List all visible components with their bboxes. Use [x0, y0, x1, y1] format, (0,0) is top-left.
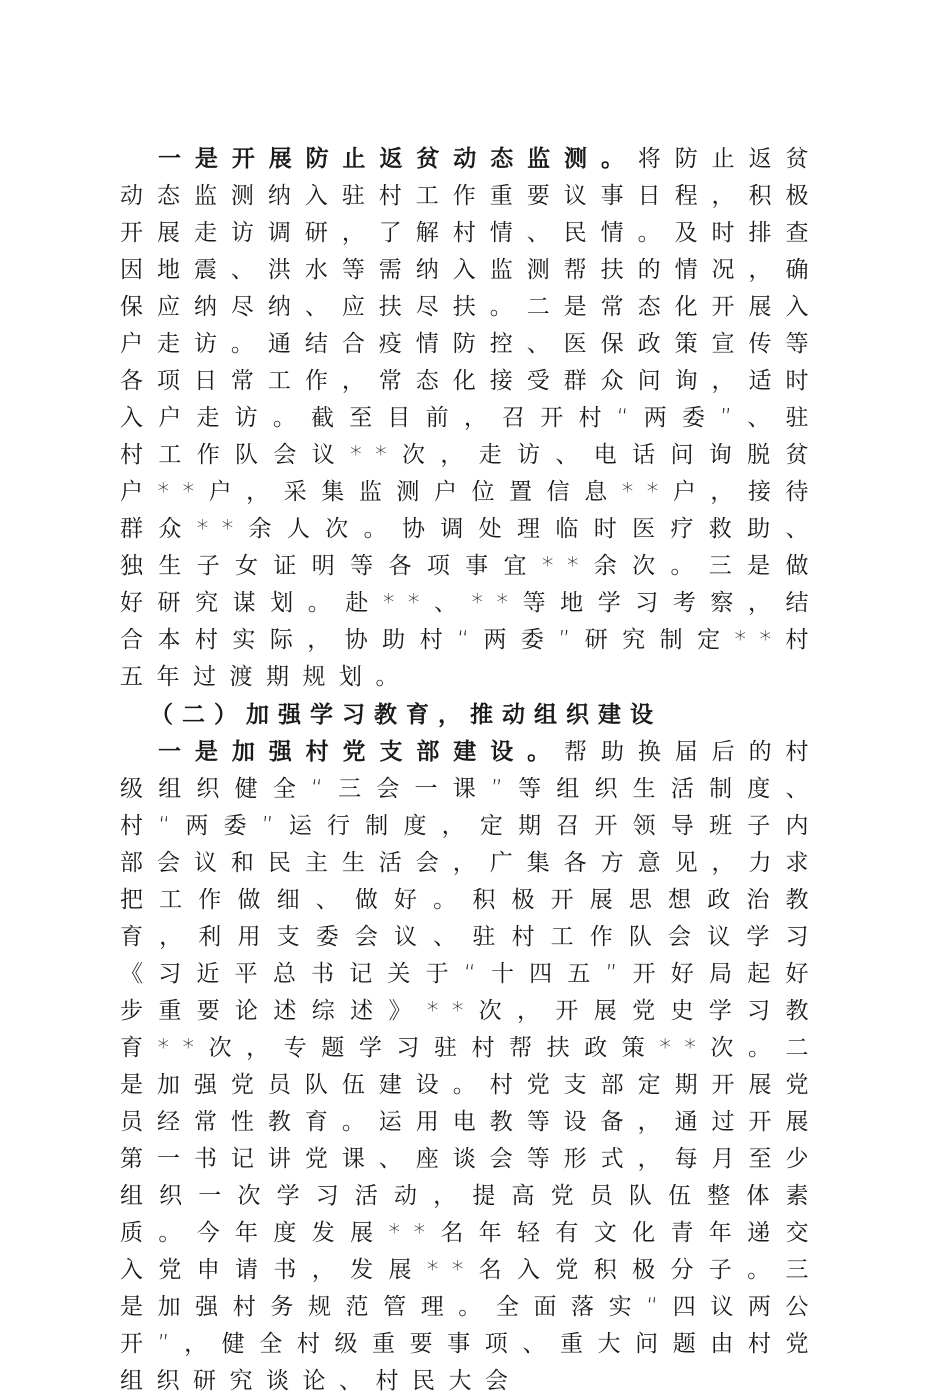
paragraph-party-branch	[120, 733, 822, 1400]
paragraph-poverty-monitoring	[120, 140, 822, 696]
document-page	[120, 140, 822, 1400]
paragraph-body-text: 将防止返贫动态监测纳入驻村工作重要议事日程，积极开展走访调研，了解村情、民情。及时排查因地震、洪水等需纳入监测帮扶的情况，确保应纳尽纳、应扶尽扶。二是常态化开展入户走访。通结合疫情防控、医保政策宣传等各项日常工作，常态化接受群众问询，适时入户走访。截至目前，召开村“两委”、驻村工作队会议**次，走访、电话问询脱贫户**户，采集监测户位置信息**户，接待群众**余人次。协调处理临时医疗救助、独生子女证明等各项事宜**余次。三是做好研究谋划。赴**、**等地学习考察，结合本村实际，协助村“两委”研究制定**村五年过渡期规划。	[120, 146, 823, 690]
paragraph-lead-heading: 一是加强村党支部建设。	[158, 738, 565, 765]
paragraph-body-text: 帮助换届后的村级组织健全“三会一课”等组织生活制度、村“两委”运行制度，定期召开领导班子内部会议和民主生活会，广集各方意见，力求把工作做细、做好。积极开展思想政治教育，利用支委会议、驻村工作队会议学习《习近平总书记关于“十四五”开好局起好步重要论述综述》**次，开展党史学习教育**次，专题学习驻村帮扶政策**次。二是加强党员队伍建设。村党支部定期开展党员经常性教育。运用电教等设备，通过开展第一书记讲党课、座谈会等形式，每月至少组织一次学习活动，提高党员队伍整体素质。今年度发展**名年轻有文化青年递交入党申请书，发展**名入党积极分子。三是加强村务规范管理。全面落实“四议两公开”，健全村级重要事项、重大问题由村党组织研究谈论、村民大会	[120, 739, 823, 1394]
section-heading: （二）加强学习教育，推动组织建设	[150, 701, 662, 728]
paragraph-lead-heading: 一是开展防止返贫动态监测。	[158, 145, 638, 172]
